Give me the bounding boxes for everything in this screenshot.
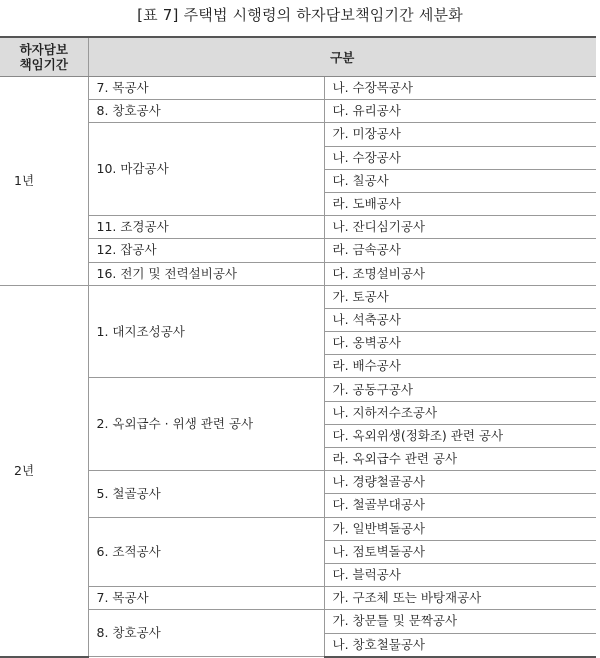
sub-work-cell: 나. 석축공사	[324, 308, 596, 331]
sub-work-cell: 다. 칠공사	[324, 169, 596, 192]
table-row	[0, 587, 596, 610]
sub-work-cell: 가. 미장공사	[324, 123, 596, 146]
table-caption: [표 7] 주택법 시행령의 하자담보책임기간 세분화	[137, 6, 463, 24]
sub-work-cell: 다. 옥외위생(정화조) 관련 공사	[324, 424, 596, 447]
sub-work-cell: 다. 조명설비공사	[324, 262, 596, 285]
sub-work-cell: 나. 잔디심기공사	[324, 216, 596, 239]
sub-work-cell: 가. 구조체 또는 바탕재공사	[324, 587, 596, 610]
period-cell: 2년	[0, 285, 88, 657]
table-body	[0, 77, 596, 657]
work-type-cell: 12. 잡공사	[88, 239, 324, 262]
period-column-header	[0, 37, 88, 77]
sub-work-cell: 나. 경량철골공사	[324, 471, 596, 494]
work-type-cell: 7. 목공사	[88, 587, 324, 610]
work-type-cell: 6. 조적공사	[88, 517, 324, 587]
table-row	[0, 610, 596, 633]
sub-work-cell: 라. 배수공사	[324, 355, 596, 378]
sub-work-cell: 가. 창문틀 및 문짝공사	[324, 610, 596, 633]
warranty-period-table	[0, 36, 596, 658]
work-type-cell: 16. 전기 및 전력설비공사	[88, 262, 324, 285]
table-row	[0, 239, 596, 262]
table-row	[0, 216, 596, 239]
sub-work-cell: 가. 공동구공사	[324, 378, 596, 401]
period-cell: 1년	[0, 77, 88, 286]
work-type-cell: 8. 창호공사	[88, 100, 324, 123]
sub-work-cell: 라. 도배공사	[324, 192, 596, 215]
sub-work-cell: 가. 토공사	[324, 285, 596, 308]
table-row	[0, 123, 596, 146]
sub-work-cell: 나. 점토벽돌공사	[324, 540, 596, 563]
sub-work-cell: 나. 지하저수조공사	[324, 401, 596, 424]
work-type-cell: 10. 마감공사	[88, 123, 324, 216]
work-type-cell: 11. 조경공사	[88, 216, 324, 239]
table-row	[0, 285, 596, 308]
table-row	[0, 517, 596, 540]
work-type-cell: 8. 창호공사	[88, 610, 324, 657]
period-header-line-1: 하자담보	[19, 42, 68, 57]
work-type-cell: 5. 철골공사	[88, 471, 324, 517]
table-header-row	[0, 37, 596, 77]
work-type-cell: 2. 옥외급수 · 위생 관련 공사	[88, 378, 324, 471]
table-row	[0, 471, 596, 494]
sub-work-cell: 다. 유리공사	[324, 100, 596, 123]
table-row	[0, 262, 596, 285]
sub-work-cell: 다. 옹벽공사	[324, 332, 596, 355]
sub-work-cell: 나. 수장목공사	[324, 77, 596, 100]
sub-work-cell: 나. 수장공사	[324, 146, 596, 169]
sub-work-cell: 다. 블럭공사	[324, 563, 596, 586]
table-row	[0, 100, 596, 123]
sub-work-cell: 라. 옥외급수 관련 공사	[324, 448, 596, 471]
sub-work-cell: 라. 금속공사	[324, 239, 596, 262]
table-row	[0, 378, 596, 401]
sub-work-cell: 나. 창호철물공사	[324, 633, 596, 657]
sub-work-cell: 다. 철골부대공사	[324, 494, 596, 517]
work-type-cell: 1. 대지조성공사	[88, 285, 324, 378]
period-header-line-2: 책임기간	[19, 57, 68, 72]
sub-work-cell: 가. 일반벽돌공사	[324, 517, 596, 540]
table-row	[0, 77, 596, 100]
work-type-cell: 7. 목공사	[88, 77, 324, 100]
category-column-header: 구분	[88, 37, 596, 77]
